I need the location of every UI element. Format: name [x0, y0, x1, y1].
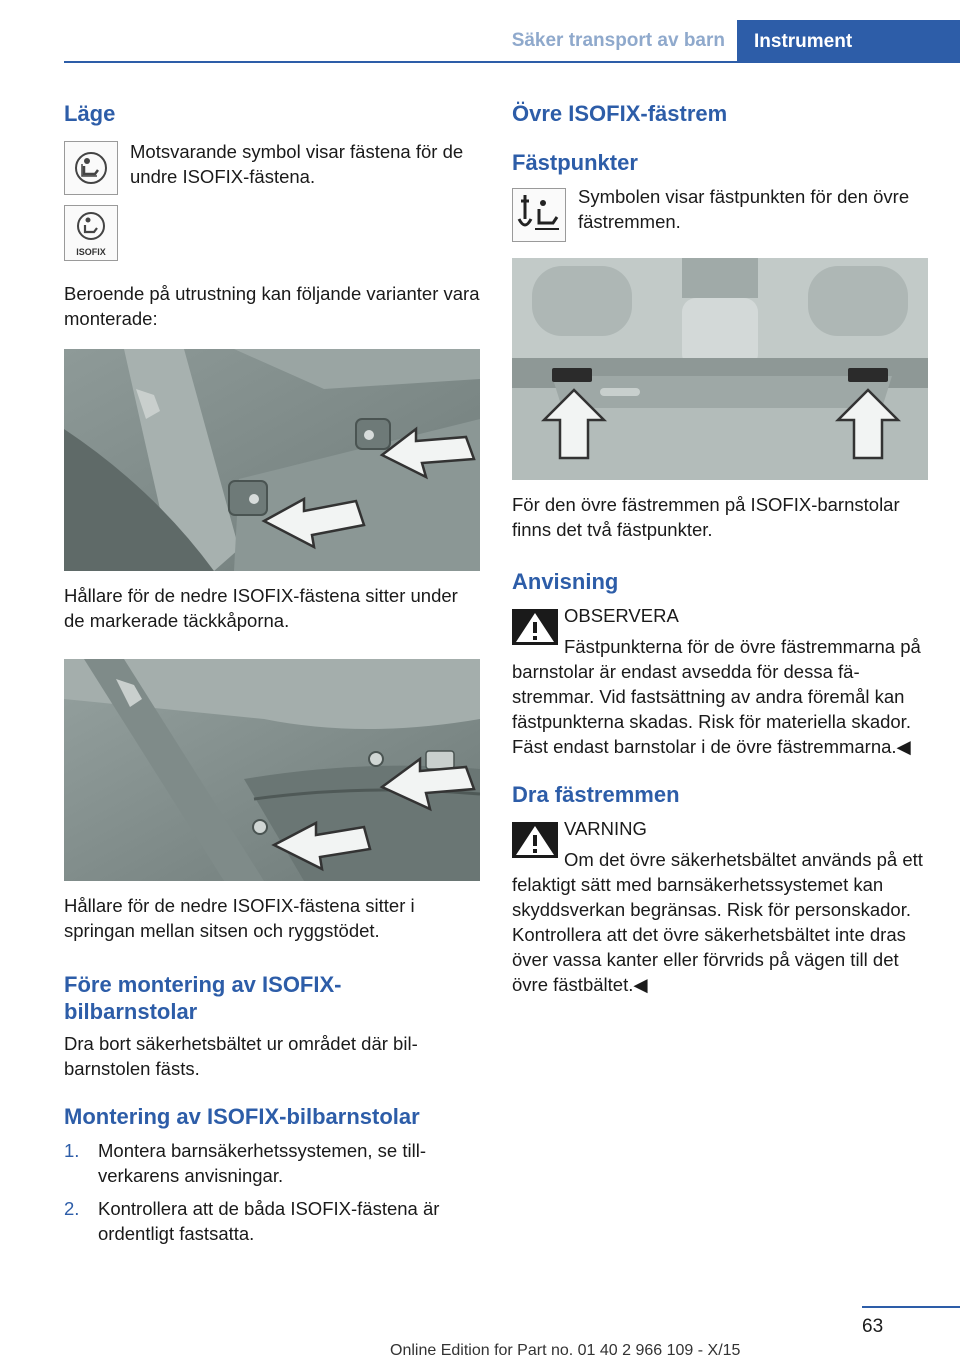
isofix-symbol-icon [64, 205, 118, 261]
notice-label: OBSERVERA [564, 605, 679, 626]
notice-heading: Anvisning [512, 569, 619, 594]
isofix-badge-row [64, 205, 480, 265]
step-item [64, 1196, 480, 1246]
footer-rule [862, 1306, 960, 1308]
caption-gap-holders: Hållare för de nedre ISOFIX-fästena sitter i springan mellan sitsen och ryggstödet. [64, 895, 415, 941]
warning-text: Om det övre säkerhetsbältet används på ett felaktigt sätt med barnsäkerhetssystemet kan skyddsverkan begränsas. Risk för personskador. Kontrollera att det övre säkerhetsbältet inte dras över vassa kanter eller förvrids på vägen till det övre fästbältet.◀ [512, 849, 923, 995]
step-number: 2. [64, 1198, 80, 1219]
right-column [512, 100, 928, 997]
anchor-symbol-description: Symbolen visar fästpunkten för den övre fästremmen. [578, 186, 910, 232]
left-column [64, 100, 480, 1254]
before-mounting-text: Dra bort säkerhetsbältet ur området där bilbarnstolen fästs. [64, 1033, 418, 1079]
isofix-gap-photo [64, 659, 480, 881]
child-seat-symbol-icon [64, 141, 118, 195]
header-section-title: Säker transport av barn [511, 30, 725, 51]
step-text: Montera barnsäkerhetssystemen, se tillverkarens anvisningar. [98, 1140, 427, 1186]
before-mounting-heading: Före montering av ISOFIX-bilbarnstolar [64, 972, 342, 1024]
two-points-text: För den övre fästremmen på ISOFIX-barnstolar finns det två fästpunkter. [512, 494, 900, 540]
mounting-heading: Montering av ISOFIX-bilbarnstolar [64, 1104, 420, 1129]
anchor-symbol-row [512, 188, 928, 256]
notice-block [512, 603, 928, 759]
tether-anchor-photo [512, 258, 928, 480]
lage-heading: Läge [64, 101, 116, 126]
step-number: 1. [64, 1140, 80, 1161]
warning-triangle-icon [512, 609, 558, 645]
notice-text: Fästpunkterna för de övre fästremmarna på barnstolar är endast avsedda för dessa fästremmar. Vid fastsättning av andra föremål kan fästpunkterna skadas. Risk för materiella skador. Fäst endast barnstolar i de övre fästremmarna.◀ [512, 636, 921, 757]
warning-block [512, 816, 928, 997]
tighten-strap-heading: Dra fästremmen [512, 782, 680, 807]
upper-strap-heading: Övre ISOFIX-fästrem [512, 101, 728, 126]
step-item [64, 1138, 480, 1188]
warning-label: VARNING [564, 818, 647, 839]
variants-text: Beroende på utrustning kan följande varianter vara monterade: [64, 283, 480, 329]
anchor-points-heading: Fästpunkter [512, 150, 638, 175]
symbol-description: Motsvarande symbol visar fästena för de undre ISOFIX-fästena. [130, 141, 464, 187]
tether-anchor-icon [512, 188, 566, 242]
header-chapter-tab: Instrument [737, 20, 960, 62]
edition-footer: Online Edition for Part no. 01 40 2 966 109 - X/15 [390, 1342, 741, 1359]
isofix-badge-label: ISOFIX [76, 247, 106, 257]
header-rule [64, 61, 960, 63]
page-number: 63 [862, 1316, 884, 1337]
step-text: Kontrollera att de båda ISOFIX-fästena är ordentligt fastsatta. [98, 1198, 440, 1244]
page-header [0, 0, 960, 64]
warning-triangle-icon [512, 822, 558, 858]
isofix-cover-photo [64, 349, 480, 571]
isofix-symbol-row [64, 141, 480, 205]
caption-cover-holders: Hållare för de nedre ISOFIX-fästena sitter under de markerade täckkåporna. [64, 585, 458, 631]
mounting-steps [64, 1138, 480, 1246]
